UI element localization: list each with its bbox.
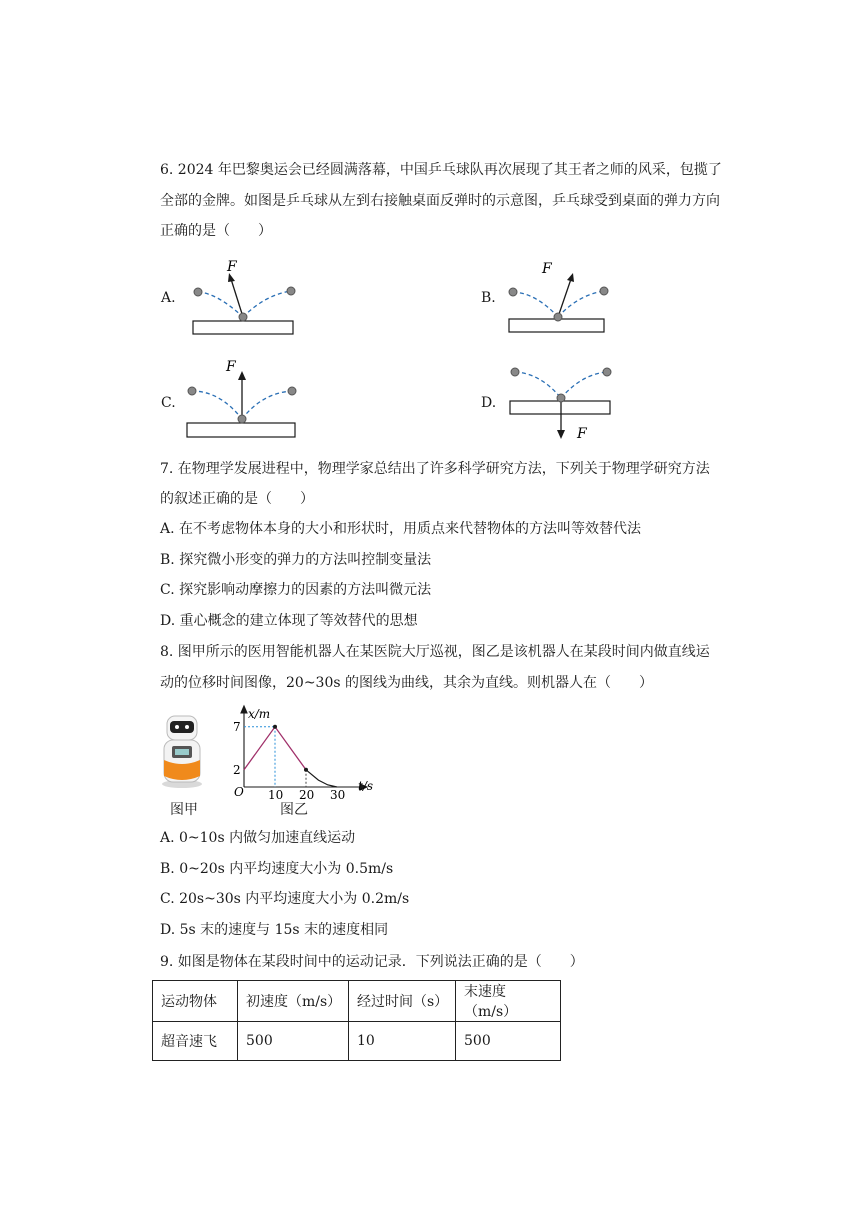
table-header-cell: 运动物体	[153, 981, 238, 1022]
q7-option-d: D. 重心概念的建立体现了等效替代的思想	[160, 613, 418, 629]
q6-option-b-figure	[500, 255, 620, 340]
y-tick-label: 2	[233, 762, 241, 777]
q8-option-d: D. 5s 末的速度与 15s 末的速度相同	[160, 922, 389, 938]
data-point-peak	[273, 725, 277, 729]
data-point-turn	[304, 768, 308, 772]
q8-line-1: 8. 图甲所示的医用智能机器人在某医院大厅巡视，图乙是该机器人在某段时间内做直线运	[160, 644, 710, 660]
series-line-curve	[306, 770, 337, 787]
q6-option-a-label: A.	[161, 290, 176, 306]
q6-option-c-figure	[180, 355, 305, 445]
q7-option-a: A. 在不考虑物体本身的大小和形状时，用质点来代替物体的方法叫等效替代法	[160, 521, 642, 537]
q6-option-d-figure	[500, 360, 625, 445]
q9-line: 9. 如图是物体在某段时间中的运动记录．下列说法正确的是（ ）	[160, 954, 584, 970]
x-tick-label: 30	[330, 788, 346, 800]
q7-line-2: 的叙述正确的是（ ）	[160, 491, 314, 507]
x-tick-label: 20	[299, 788, 315, 800]
q8-option-b: B. 0~20s 内平均速度大小为 0.5m/s	[160, 861, 394, 877]
motion-record-table	[152, 980, 561, 1061]
table-cell: 10	[349, 1022, 456, 1061]
q6-line-3: 正确的是（ ）	[160, 223, 272, 239]
chart-x-axis-label: t/s	[358, 779, 374, 793]
y-tick-label: 7	[233, 719, 241, 734]
table-header-cell: 经过时间（s）	[349, 981, 456, 1022]
force-label-d: F	[577, 426, 587, 442]
robot-image	[158, 710, 208, 790]
chart-origin-label: O	[234, 785, 244, 799]
table-cell: 500	[456, 1022, 561, 1061]
table-header-cell: 末速度（m/s）	[456, 981, 561, 1022]
table-cell: 超音速飞	[153, 1022, 238, 1061]
q7-option-c: C. 探究影响动摩擦力的因素的方法叫微元法	[160, 582, 432, 598]
chart-y-axis-label: x/m	[248, 707, 271, 721]
force-label-c: F	[226, 359, 236, 375]
q7-line-1: 7. 在物理学发展进程中，物理学家总结出了许多科学研究方法，下列关于物理学研究方法	[160, 461, 710, 477]
q8-line-2: 动的位移时间图像，20~30s 的图线为曲线，其余为直线。则机器人在（ ）	[160, 675, 653, 691]
q6-line-2: 全部的金牌。如图是乒乓球从左到右接触桌面反弹时的示意图，乒乓球受到桌面的弹力方向	[160, 193, 720, 209]
figure-b-caption: 图乙	[280, 802, 308, 818]
table-header-row	[153, 981, 561, 1022]
force-label-b: F	[542, 261, 552, 277]
q6-option-b-label: B.	[481, 290, 496, 306]
q8-option-c: C. 20s~30s 内平均速度大小为 0.2m/s	[160, 891, 410, 907]
table-cell: 500	[238, 1022, 349, 1061]
table-header-cell: 初速度（m/s）	[238, 981, 349, 1022]
q6-option-a-figure	[185, 255, 305, 340]
q7-option-b: B. 探究微小形变的弹力的方法叫控制变量法	[160, 552, 432, 568]
q6-line-1: 6. 2024 年巴黎奥运会已经圆满落幕，中国乒乓球队再次展现了其王者之师的风采，包揽了	[160, 162, 722, 178]
table-row	[153, 1022, 561, 1061]
x-tick-label: 10	[268, 788, 284, 800]
displacement-time-chart	[225, 700, 385, 800]
q8-option-a: A. 0~10s 内做匀加速直线运动	[160, 830, 356, 846]
q6-option-c-label: C.	[161, 395, 176, 411]
q6-option-d-label: D.	[481, 395, 497, 411]
force-label-a: F	[227, 259, 237, 275]
figure-a-caption: 图甲	[170, 802, 198, 818]
